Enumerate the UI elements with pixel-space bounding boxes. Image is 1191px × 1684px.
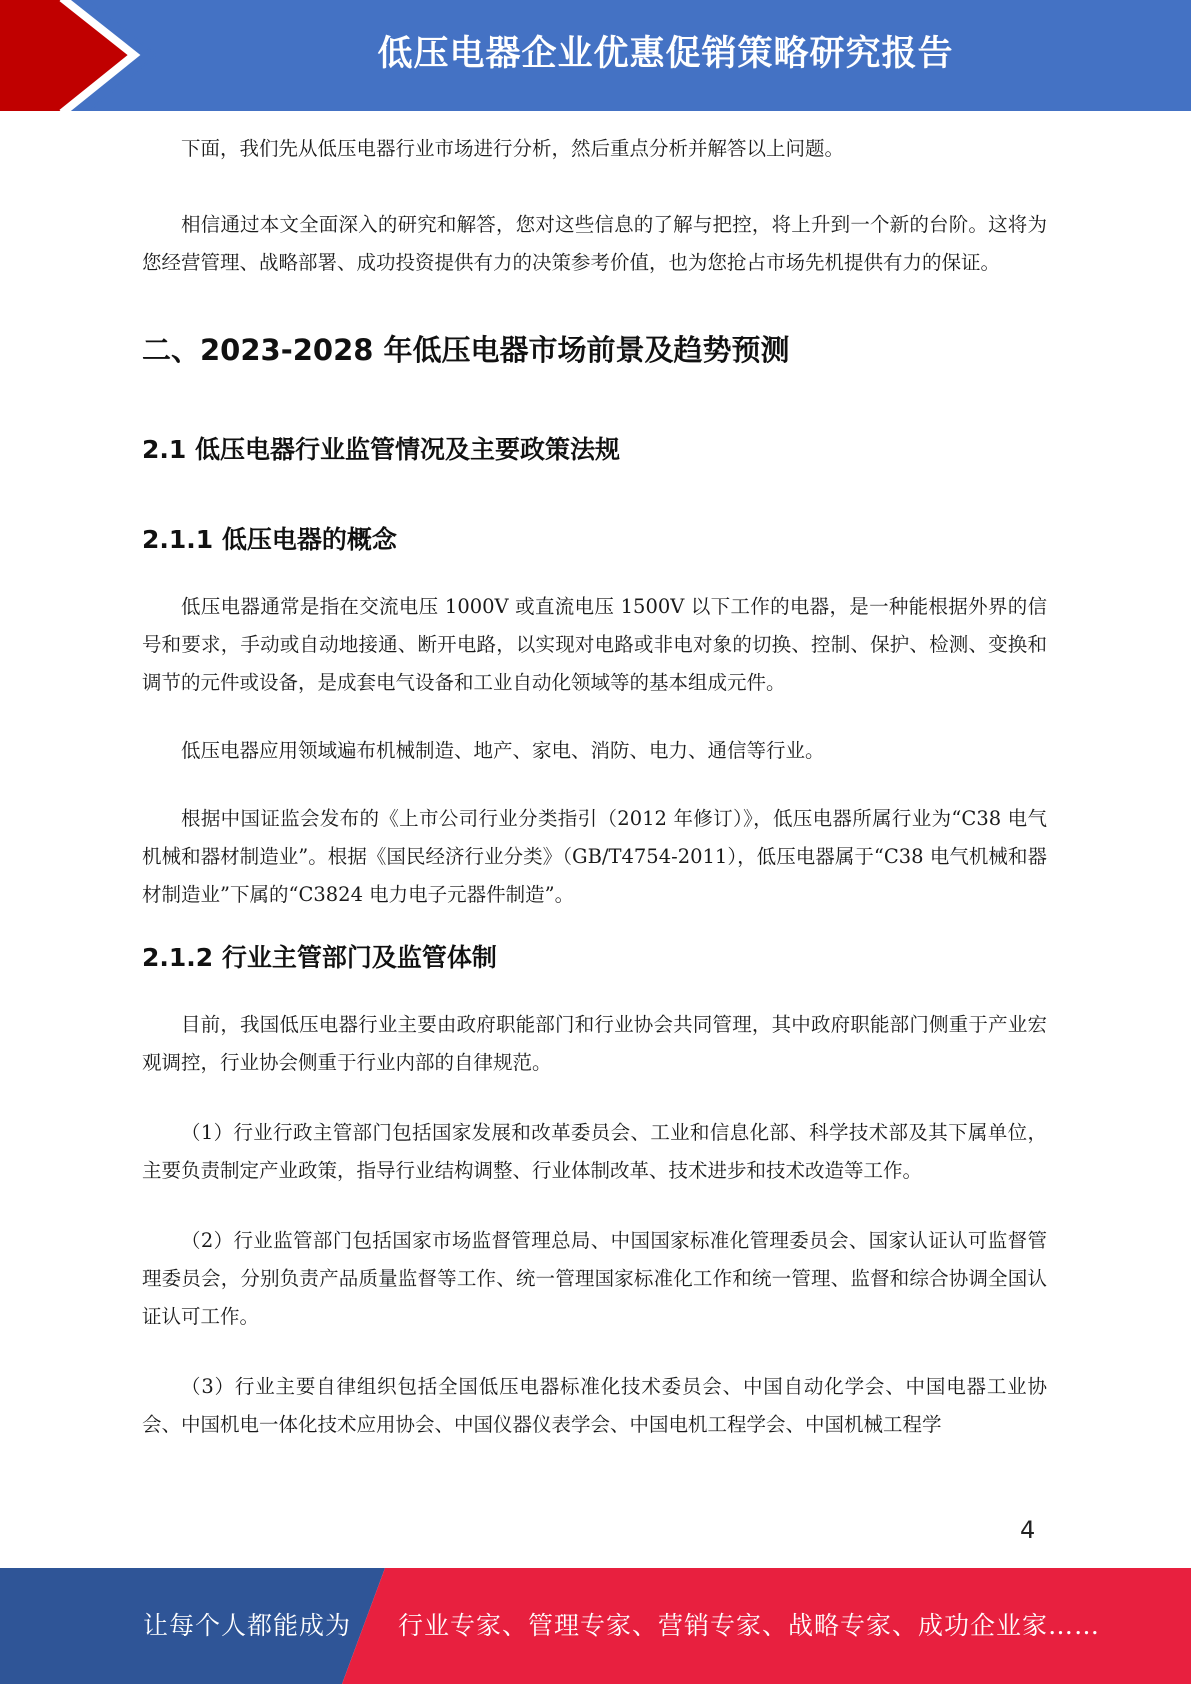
header-arrow-decoration <box>0 0 160 111</box>
paragraph-application: 低压电器应用领域遍布机械制造、地产、家电、消防、电力、通信等行业。 <box>181 739 825 762</box>
subsection-heading-2-1-2: 2.1.2 行业主管部门及监管体制 <box>142 943 497 972</box>
subsection-heading-2-1-1: 2.1.1 低压电器的概念 <box>142 525 397 554</box>
paragraph-intro: 下面，我们先从低压电器行业市场进行分析，然后重点分析并解答以上问题。 <box>181 137 845 160</box>
subsection-heading-2-1: 2.1 低压电器行业监管情况及主要政策法规 <box>142 435 620 464</box>
section-heading-2: 二、2023-2028 年低压电器市场前景及趋势预测 <box>142 333 790 367</box>
footer-slogan-left: 让每个人都能成为 <box>143 1611 352 1640</box>
footer-slogan-right: 行业专家、管理专家、营销专家、战略专家、成功企业家…… <box>398 1611 1101 1640</box>
page-header <box>0 0 1191 111</box>
paragraph-item-1: （1）行业行政主管部门包括国家发展和改革委员会、工业和信息化部、科学技术部及其下属单位，主要负责制定产业政策，指导行业结构调整、行业体制改革、技术进步和技术改造等工作。 <box>142 1121 1047 1182</box>
paragraph-belief: 相信通过本文全面深入的研究和解答，您对这些信息的了解与把控，将上升到一个新的台阶。这将为您经营管理、战略部署、成功投资提供有力的决策参考价值，也为您抢占市场先机提供有力的保证。 <box>142 213 1047 274</box>
paragraph-regulation: 目前，我国低压电器行业主要由政府职能部门和行业协会共同管理，其中政府职能部门侧重于产业宏观调控，行业协会侧重于行业内部的自律规范。 <box>142 1013 1047 1074</box>
paragraph-classification: 根据中国证监会发布的《上市公司行业分类指引（2012 年修订）》，低压电器所属行业为“C38 电气机械和器材制造业”。根据《国民经济行业分类》（GB/T4754-2011），低压电器属于“C38 电气机械和器材制造业”下属的“C3824 电力电子元器件制造”。 <box>142 807 1047 906</box>
paragraph-item-3: （3）行业主要自律组织包括全国低压电器标准化技术委员会、中国自动化学会、中国电器工业协会、中国机电一体化技术应用协会、中国仪器仪表学会、中国电机工程学会、中国机械工程学 <box>142 1375 1047 1436</box>
document-body <box>142 130 1047 1444</box>
paragraph-concept: 低压电器通常是指在交流电压 1000V 或直流电压 1500V 以下工作的电器，是一种能根据外界的信号和要求，手动或自动地接通、断开电路，以实现对电路或非电对象的切换、控制、保护、检测、变换和调节的元件或设备，是成套电气设备和工业自动化领域等的基本组成元件。 <box>142 595 1047 694</box>
report-title: 低压电器企业优惠促销策略研究报告 <box>377 34 954 74</box>
page-footer <box>0 1568 1191 1684</box>
page-number: 4 <box>1020 1516 1036 1544</box>
paragraph-item-2: （2）行业监管部门包括国家市场监督管理总局、中国国家标准化管理委员会、国家认证认可监督管理委员会，分别负责产品质量监督等工作、统一管理国家标准化工作和统一管理、监督和综合协调全国认证认可工作。 <box>142 1229 1047 1328</box>
